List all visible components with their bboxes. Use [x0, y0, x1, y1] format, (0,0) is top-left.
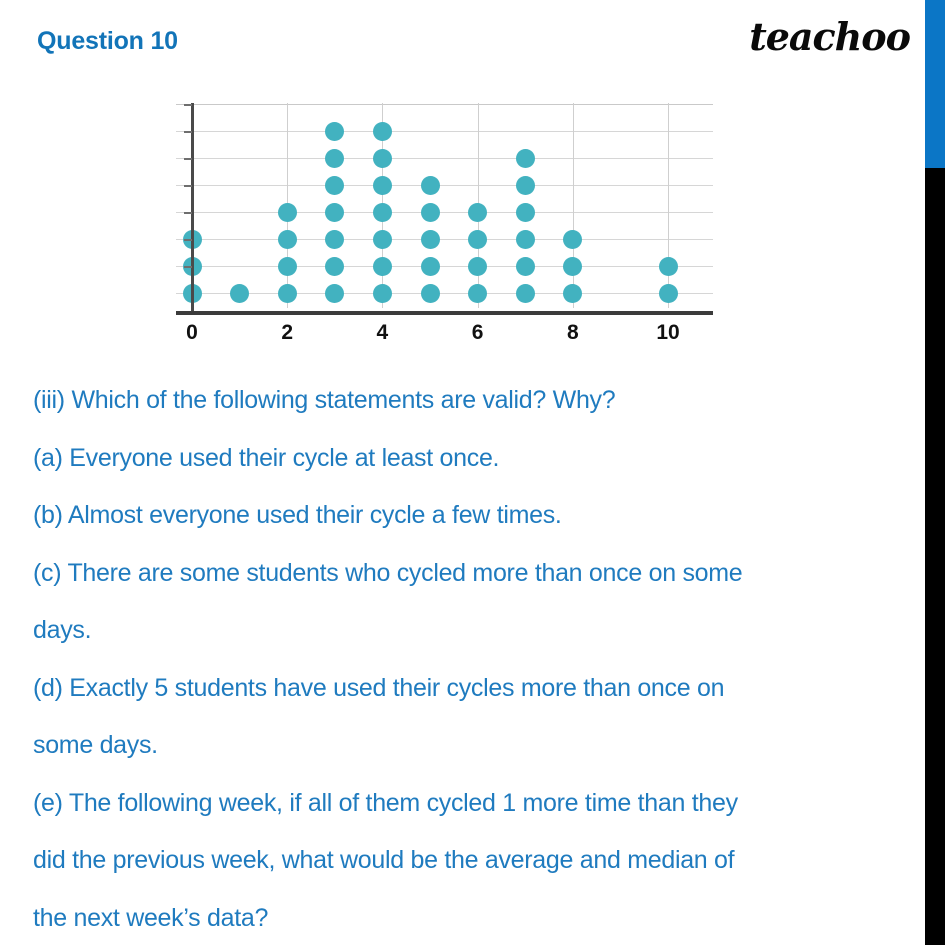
data-point-dot	[278, 257, 297, 276]
gridline-horizontal	[176, 239, 713, 240]
y-axis-tick	[184, 239, 192, 241]
question-body	[33, 372, 913, 947]
right-edge-blue-bar	[925, 0, 945, 168]
data-point-dot	[516, 149, 535, 168]
data-point-dot	[516, 176, 535, 195]
question-line: (a) Everyone used their cycle at least once.	[33, 430, 913, 488]
y-axis-line	[191, 103, 194, 311]
data-point-dot	[563, 284, 582, 303]
data-point-dot	[230, 284, 249, 303]
question-line: days.	[33, 602, 913, 660]
data-point-dot	[659, 284, 678, 303]
data-point-dot	[468, 284, 487, 303]
data-point-dot	[325, 230, 344, 249]
data-point-dot	[421, 230, 440, 249]
data-point-dot	[373, 122, 392, 141]
page-title: Question 10	[37, 27, 178, 56]
data-point-dot	[659, 257, 678, 276]
data-point-dot	[563, 257, 582, 276]
data-point-dot	[373, 230, 392, 249]
data-point-dot	[325, 284, 344, 303]
data-point-dot	[373, 149, 392, 168]
data-point-dot	[325, 257, 344, 276]
data-point-dot	[468, 230, 487, 249]
y-axis-tick	[184, 131, 192, 133]
question-line: (b) Almost everyone used their cycle a few times.	[33, 487, 913, 545]
data-point-dot	[373, 203, 392, 222]
gridline-horizontal	[176, 185, 713, 186]
x-axis-line	[176, 311, 713, 315]
question-line: (c) There are some students who cycled more than once on some	[33, 545, 913, 603]
data-point-dot	[468, 257, 487, 276]
gridline-horizontal	[176, 158, 713, 159]
data-point-dot	[373, 284, 392, 303]
question-line: (d) Exactly 5 students have used their cycles more than once on	[33, 660, 913, 718]
x-axis-tick-label: 10	[656, 321, 679, 345]
x-axis-tick-label: 6	[472, 321, 484, 345]
y-axis-tick	[184, 266, 192, 268]
data-point-dot	[516, 284, 535, 303]
data-point-dot	[468, 203, 487, 222]
gridline-horizontal	[176, 131, 713, 132]
gridline-horizontal	[176, 104, 713, 105]
question-line: the next week’s data?	[33, 890, 913, 947]
question-line: some days.	[33, 717, 913, 775]
x-axis-tick-label: 0	[186, 321, 198, 345]
data-point-dot	[516, 257, 535, 276]
dot-plot-plotting-area	[176, 103, 713, 308]
x-axis-tick-label: 2	[281, 321, 293, 345]
y-axis-tick	[184, 104, 192, 106]
data-point-dot	[278, 230, 297, 249]
question-line: (e) The following week, if all of them cycled 1 more time than they	[33, 775, 913, 833]
gridline-vertical	[668, 103, 669, 308]
data-point-dot	[516, 203, 535, 222]
data-point-dot	[421, 203, 440, 222]
dot-plot-chart	[176, 103, 713, 308]
data-point-dot	[373, 176, 392, 195]
question-line: (iii) Which of the following statements are valid? Why?	[33, 372, 913, 430]
right-edge-black-bar	[925, 168, 945, 945]
data-point-dot	[421, 176, 440, 195]
y-axis-tick	[184, 185, 192, 187]
data-point-dot	[516, 230, 535, 249]
y-axis-tick	[184, 212, 192, 214]
data-point-dot	[278, 284, 297, 303]
data-point-dot	[373, 257, 392, 276]
data-point-dot	[325, 122, 344, 141]
x-axis-tick-label: 4	[377, 321, 389, 345]
gridline-horizontal	[176, 266, 713, 267]
data-point-dot	[325, 149, 344, 168]
data-point-dot	[421, 284, 440, 303]
data-point-dot	[278, 203, 297, 222]
question-line: did the previous week, what would be the average and median of	[33, 832, 913, 890]
x-axis-tick-label: 8	[567, 321, 579, 345]
gridline-horizontal	[176, 212, 713, 213]
data-point-dot	[325, 176, 344, 195]
gridline-vertical	[573, 103, 574, 308]
teachoo-logo: teachoo	[749, 14, 910, 59]
gridline-horizontal	[176, 293, 713, 294]
y-axis-tick	[184, 158, 192, 160]
data-point-dot	[325, 203, 344, 222]
data-point-dot	[421, 257, 440, 276]
data-point-dot	[563, 230, 582, 249]
